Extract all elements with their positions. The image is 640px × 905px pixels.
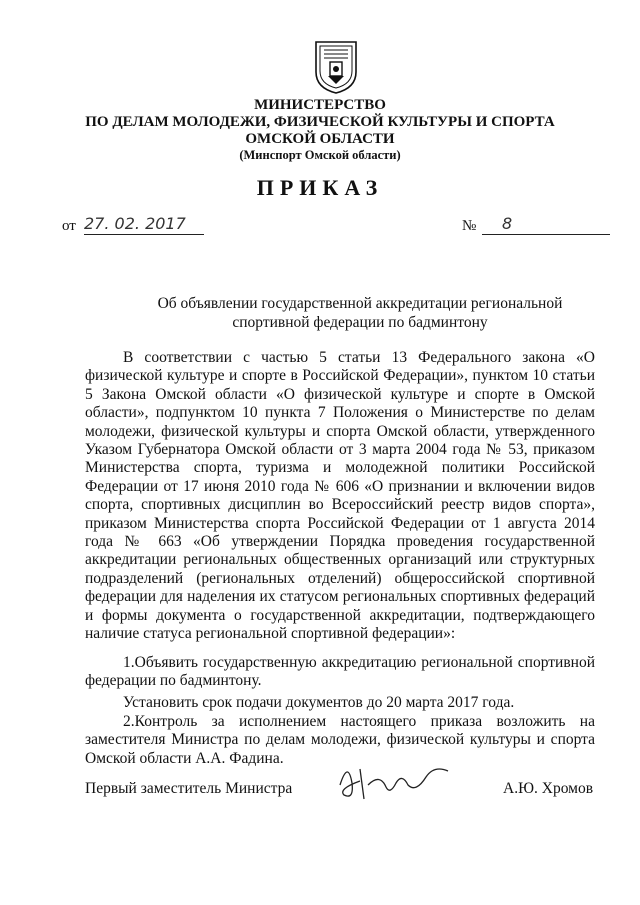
ministry-short-name: (Минспорт Омской области) [239,148,401,162]
ministry-name-line2: ПО ДЕЛАМ МОЛОДЕЖИ, ФИЗИЧЕСКОЙ КУЛЬТУРЫ И СПОРТА [85,114,555,130]
subject-line2: спортивной федерации по бадминтону [232,314,488,331]
date-value: 27. 02. 2017 [84,214,186,233]
order-item-1-deadline: Установить срок подачи документов до 20 марта 2017 года. [123,694,515,712]
date-field [84,216,204,235]
number-prefix: № [462,218,477,234]
preamble-paragraph: В соответствии с частью 5 статьи 13 Федерального закона «О физической культуре и спорте в Российской Федерации», пунктом 10 статьи 5 Закона Омской области «О физической культуре и спорте в Омской области», подпунктом 10 пункта 7 Положения о Министерстве по делам молодежи, физической культуры и спорта Омской области, утвержденного Указом Губернатора Омской области от 3 марта 2004 года № 53, приказом Министерства спорта, туризма и молодежной политики Российской Федерации от 17 июня 2010 года № 606 «О признании и включении видов спорта, спортивных дисциплин во Всероссийский реестр видов спорта», приказом Министерства спорта Российской Федерации от 1 августа 2014 года № 663 «Об утверждении Порядка проведения государственной аккредитации региональных общественных организаций или структурных подразделений (региональных отделений) общероссийской спортивной федерации для наделения их статусом региональных спортивных федераций и формы документа о государственной аккредитации, подтверждающего наличие статуса региональной спортивной федерации»: [85,349,595,643]
ministry-name-line3: ОМСКОЙ ОБЛАСТИ [245,131,395,147]
number-value: 8 [502,214,513,233]
number-field [482,216,610,235]
date-prefix: от [62,218,76,234]
signatory-position: Первый заместитель Министра [85,780,293,797]
handwritten-signature [330,755,460,805]
ministry-name-line1: МИНИСТЕРСТВО [254,97,386,113]
coat-of-arms-emblem [314,38,358,94]
order-body [85,349,595,768]
order-item-2: 2.Контроль за исполнением настоящего приказа возложить на заместителя Министра по делам молодежи, физической культуры и спорта Омской области А.А. Фадина. [85,712,595,767]
document-type-title: ПРИКАЗ [256,175,384,200]
order-item-1: 1.Объявить государственную аккредитацию региональной спортивной федерации по бадминтону. [85,653,595,689]
signatory-name: А.Ю. Хромов [503,780,594,797]
subject-line1: Об объявлении государственной аккредитации региональной [157,295,563,312]
